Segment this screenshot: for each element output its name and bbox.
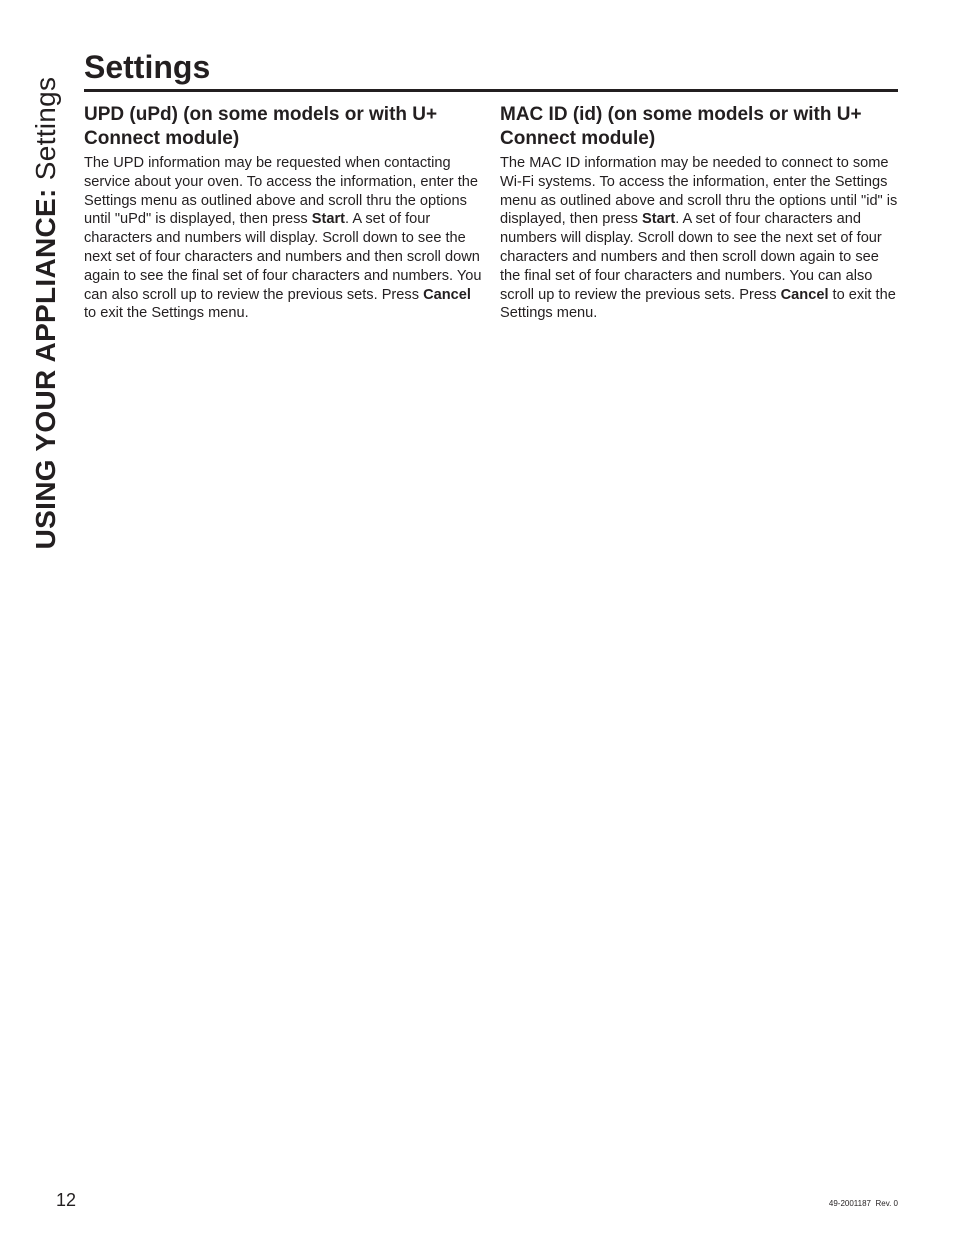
body-text: . A set of four characters and numbers will display. Scroll down to see the next set of four characters and numbers and then scroll down again to see the final set of four characters and numbers. You can also scroll up to review the previous sets. Press xyxy=(500,211,882,303)
section-heading-mac-id: MAC ID (id) (on some models or with U+ Connect module) xyxy=(500,104,862,149)
side-tab-label xyxy=(27,77,65,550)
cancel-key-label: Cancel xyxy=(780,286,829,303)
document-code xyxy=(829,1199,898,1209)
body-text: to exit the Settings menu. xyxy=(500,286,896,322)
section-upd xyxy=(84,103,484,323)
start-key-label: Start xyxy=(311,211,346,228)
side-tab xyxy=(27,52,65,574)
body-text: . A set of four characters and numbers will display. Scroll down to see the next set of four characters and numbers and then scroll down again to see the final set of four characters and numbers. You can also scroll up to review the previous sets. Press xyxy=(84,211,482,303)
document-number: 49-2001187 xyxy=(828,1199,872,1208)
section-heading-upd: UPD (uPd) (on some models or with U+ Connect module) xyxy=(84,104,438,149)
side-tab-topic: Settings xyxy=(30,76,61,181)
body-text: The UPD information may be requested when contacting service about your oven. To access the information, enter the Settings menu as outlined above and scroll thru the options until "uPd" is displayed, then press xyxy=(84,155,478,228)
side-tab-section: USING YOUR APPLIANCE: xyxy=(30,188,61,550)
page-number: 12 xyxy=(56,1190,77,1210)
section-mac-id xyxy=(500,103,900,323)
start-key-label: Start xyxy=(641,211,676,228)
title-divider xyxy=(84,89,898,92)
document-revision: Rev. 0 xyxy=(875,1199,898,1208)
body-text: to exit the Settings menu. xyxy=(84,305,249,322)
body-text: The MAC ID information may be needed to connect to some Wi-Fi systems. To access the information, enter the Settings menu as outlined above and scroll thru the options until "id" is displayed, then press xyxy=(500,155,898,228)
cancel-key-label: Cancel xyxy=(423,286,471,303)
section-body-upd xyxy=(84,154,484,323)
section-body-mac-id xyxy=(500,154,900,323)
page-title: Settings xyxy=(84,49,211,85)
